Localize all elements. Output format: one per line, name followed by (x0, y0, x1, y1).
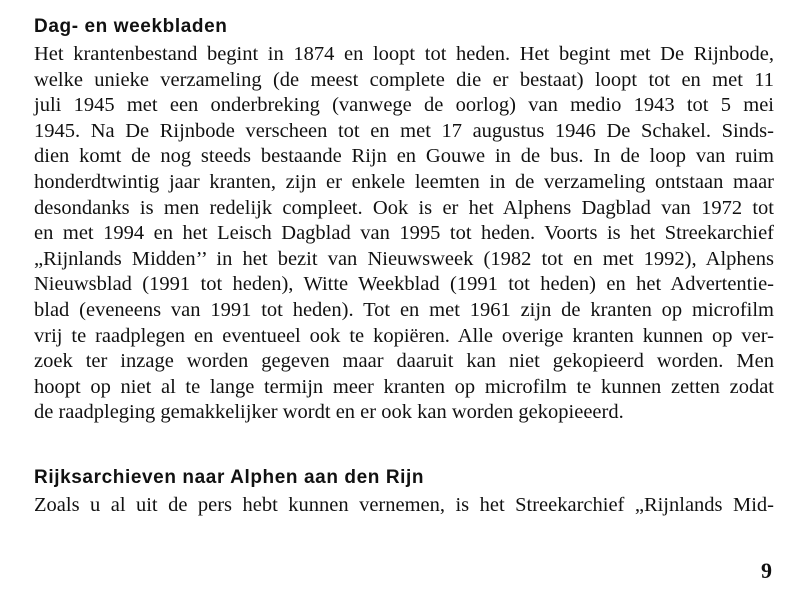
text-line: en met 1994 en het Leisch Dagblad van 1995 tot heden. Voorts is het Streekarchief (34, 222, 774, 245)
page-number: 9 (761, 558, 772, 583)
section-heading-rijksarchieven: Rijksarchieven naar Alphen aan den Rijn (34, 467, 425, 488)
text-line: welke unieke verzameling (de meest complete die er bestaat) loopt tot en met 11 (34, 68, 774, 91)
text-line: hoopt op niet al te lange termijn meer kranten op microfilm te kunnen zetten zodat (34, 375, 774, 398)
text-line: vrij te raadplegen en eventueel ook te kopiëren. Alle overige kranten kunnen op ver- (34, 324, 774, 347)
text-line: „Rijnlands Midden’’ in het bezit van Nieuwsweek (1982 tot en met 1992), Alphens (34, 247, 774, 270)
paragraph-rijksarchieven (34, 493, 774, 519)
text-line: juli 1945 met een onderbreking (vanwege de oorlog) van medio 1943 tot 5 mei (34, 94, 774, 117)
text-line: dien komt de nog steeds bestaande Rijn en Gouwe in de bus. In de loop van ruim (34, 145, 774, 168)
text-line: Zoals u al uit de pers hebt kunnen vernemen, is het Streekarchief „Rijnlands Mid- (34, 494, 774, 516)
text-line: Het krantenbestand begint in 1874 en loopt tot heden. Het begint met De Rijnbode, (34, 43, 774, 65)
text-line: zoek ter inzage worden gegeven maar daaruit kan niet gekopieerd worden. Men (34, 350, 774, 373)
document-page (34, 10, 774, 600)
text-line: blad (eveneens van 1991 tot heden). Tot en met 1961 zijn de kranten op microfilm (34, 298, 774, 321)
text-line: honderdtwintig jaar kranten, zijn er enkele leemten in de verzameling ontstaan maar (34, 170, 774, 193)
text-line: 1945. Na De Rijnbode verscheen tot en met 17 augustus 1946 De Schakel. Sinds- (34, 119, 774, 142)
paragraph-dag-en-weekbladen (34, 42, 774, 426)
text-line: de raadpleging gemakkelijker wordt en er ook kan worden gekopieeerd. (34, 401, 624, 424)
text-line: Nieuwsblad (1991 tot heden), Witte Weekblad (1991 tot heden) en het Advertentie- (34, 273, 774, 296)
section-heading-dag-en-weekbladen: Dag- en weekbladen (34, 16, 228, 37)
text-line: desondanks is men redelijk compleet. Ook is er het Alphens Dagblad van 1972 tot (34, 196, 774, 219)
